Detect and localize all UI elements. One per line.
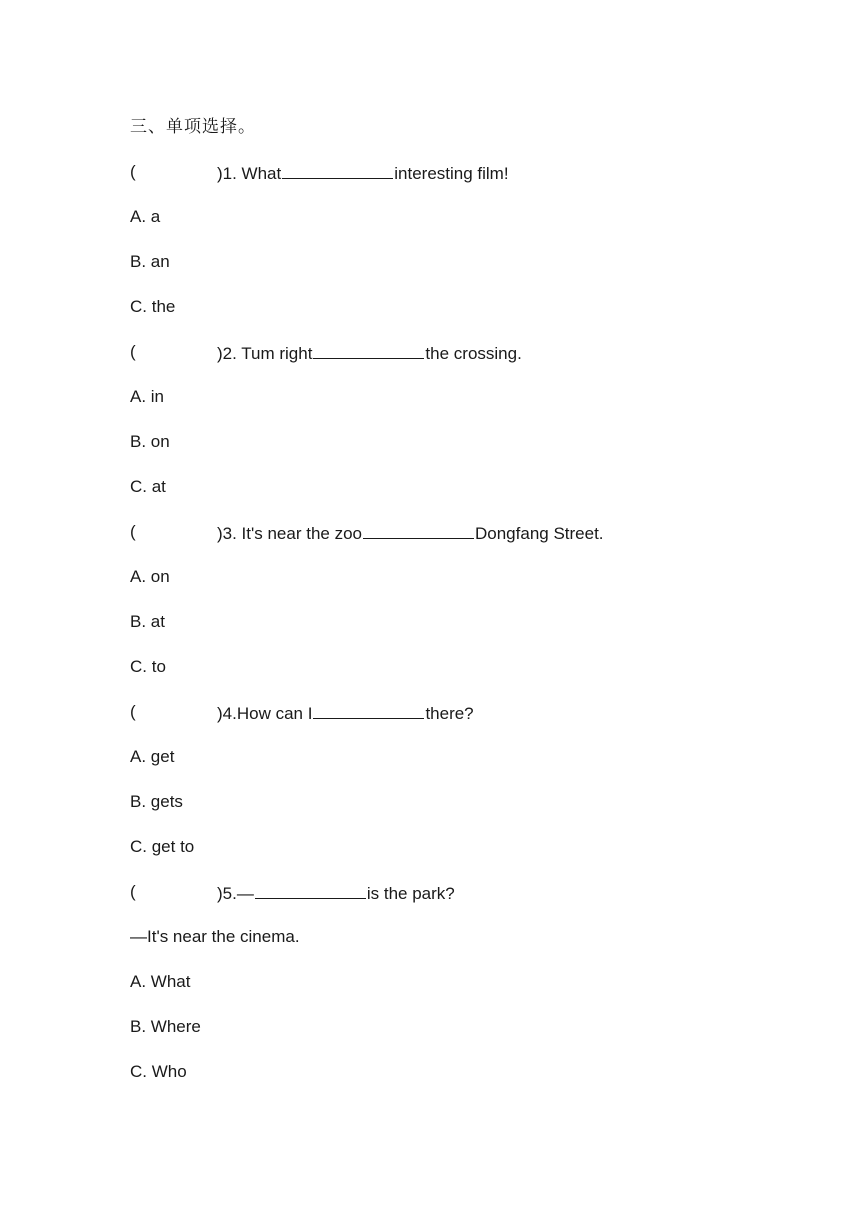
answer-paren: ( xyxy=(130,342,136,361)
question-prefix: )2. Tum right xyxy=(217,344,313,363)
question-text xyxy=(217,341,522,365)
option-b: B. an xyxy=(130,252,170,271)
question-suffix: the crossing. xyxy=(425,344,522,363)
answer-blank xyxy=(313,701,424,719)
option-a: A. in xyxy=(130,387,165,406)
answer-paren: ( xyxy=(130,522,136,541)
answer-blank xyxy=(363,521,474,539)
question-text xyxy=(217,881,455,905)
option-c: C. at xyxy=(130,477,166,496)
option-b: B. Where xyxy=(130,1017,201,1036)
answer-blank xyxy=(255,881,366,899)
question-text xyxy=(217,701,474,725)
option-b: B. on xyxy=(130,432,170,451)
answer-paren: ( xyxy=(130,162,136,181)
question-suffix: is the park? xyxy=(366,884,455,903)
question-prefix: )1. What xyxy=(217,164,282,183)
answer-blank xyxy=(282,161,393,179)
option-a: A. What xyxy=(130,972,191,991)
section-title: 三、单项选择。 xyxy=(130,117,256,137)
option-c: C. Who xyxy=(130,1062,187,1081)
answer-blank xyxy=(313,341,424,359)
option-c: C. get to xyxy=(130,837,195,856)
option-a: A. on xyxy=(130,567,170,586)
dialogue-answer-line: —It's near the cinema. xyxy=(130,927,300,946)
question-suffix: Dongfang Street. xyxy=(475,524,604,543)
question-suffix: there? xyxy=(425,704,474,723)
option-a: A. get xyxy=(130,747,175,766)
question-prefix: )3. It's near the zoo xyxy=(217,524,362,543)
question-text xyxy=(217,161,509,185)
question-text xyxy=(217,521,604,545)
option-c: C. to xyxy=(130,657,166,676)
option-a: A. a xyxy=(130,207,161,226)
option-b: B. gets xyxy=(130,792,183,811)
question-prefix: )5.— xyxy=(217,884,254,903)
question-suffix: interesting film! xyxy=(394,164,509,183)
answer-paren: ( xyxy=(130,882,136,901)
option-c: C. the xyxy=(130,297,176,316)
option-b: B. at xyxy=(130,612,165,631)
answer-paren: ( xyxy=(130,702,136,721)
question-prefix: )4.How can I xyxy=(217,704,313,723)
